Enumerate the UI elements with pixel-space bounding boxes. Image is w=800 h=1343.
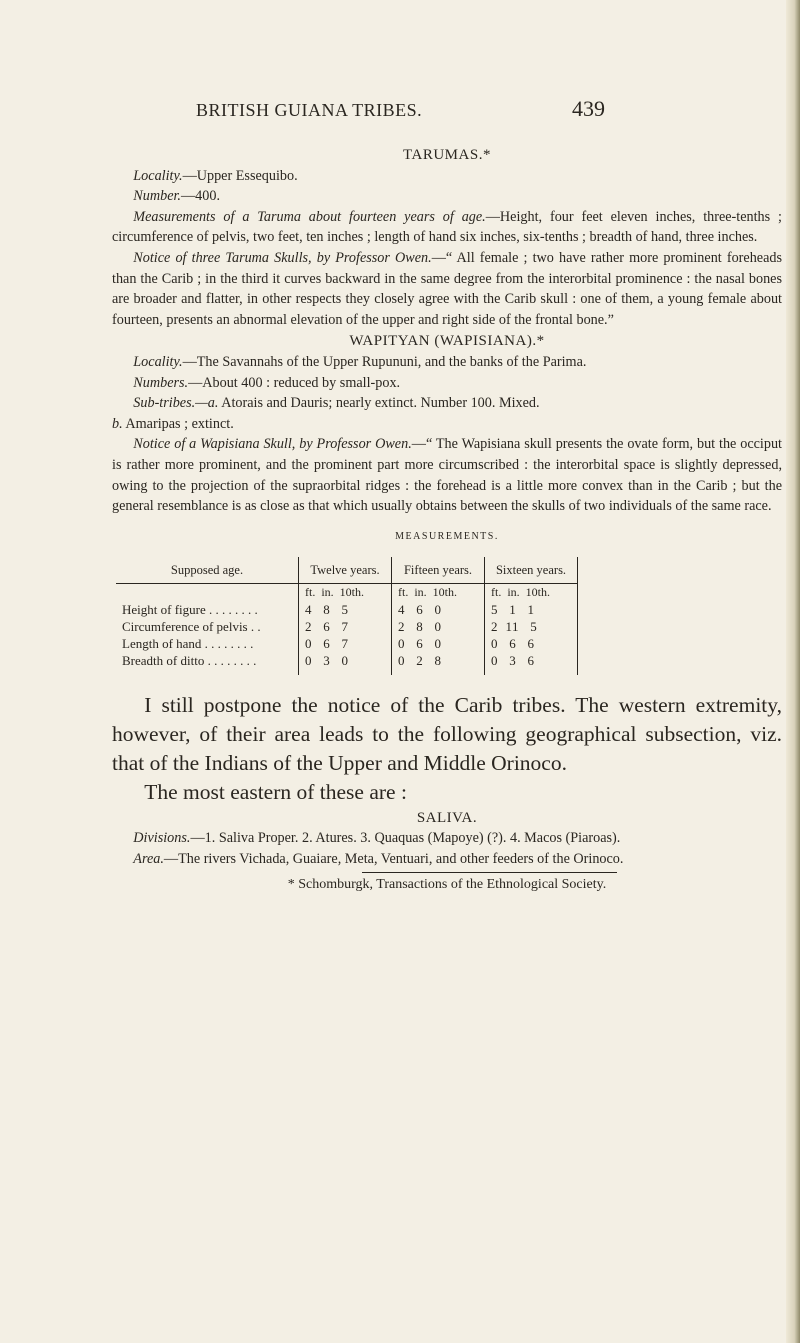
cell-sixteen: 0 6 6 bbox=[485, 635, 578, 652]
row-label: Length of hand . . . . . . . . bbox=[122, 635, 254, 651]
main-paragraph: I still postpone the notice of the Carib tribes. The western extremity, however, of their area leads to the following geographical subsection, viz. that of the Indians of the Upper and Middle Orinoco. bbox=[112, 692, 782, 775]
table-row bbox=[116, 635, 578, 652]
row-label: Circumference of pelvis . . bbox=[122, 618, 261, 634]
saliva-area: Area.—The rivers Vichada, Guaiare, Meta, Ventuari, and other feeders of the Orinoco. bbox=[133, 851, 624, 868]
cell-twelve: 0 3 0 bbox=[299, 652, 392, 675]
header-sixteen: Sixteen years. bbox=[485, 557, 578, 583]
units-fifteen: ft. in. 10th. bbox=[392, 583, 485, 601]
wapityan-numbers: Numbers.—About 400 : reduced by small-pox. bbox=[133, 374, 401, 391]
section-title-tarumas: TARUMAS.* bbox=[403, 147, 491, 163]
cell-sixteen: 2 11 5 bbox=[485, 618, 578, 635]
cell-twelve: 0 6 7 bbox=[299, 635, 392, 652]
tarumas-locality: Locality.—Upper Essequibo. bbox=[133, 167, 298, 184]
cell-twelve: 2 6 7 bbox=[299, 618, 392, 635]
footnote: * Schomburgk, Transactions of the Ethnological Society. bbox=[287, 876, 607, 892]
measurements-table bbox=[116, 557, 578, 675]
cell-sixteen: 0 3 6 bbox=[485, 652, 578, 675]
cell-fifteen: 0 6 0 bbox=[392, 635, 485, 652]
wapityan-locality: Locality.—The Savannahs of the Upper Rupununi, and the banks of the Parima. bbox=[133, 353, 587, 370]
header-supposed-age: Supposed age. bbox=[116, 557, 299, 583]
saliva-divisions: Divisions.—1. Saliva Proper. 2. Atures. 3. Quaquas (Mapoye) (?). 4. Macos (Piaroas). bbox=[133, 830, 621, 847]
tarumas-notice: Notice of three Taruma Skulls, by Professor Owen.—“ All female ; two have rather more prominent foreheads than the Carib ; in the third it curves backward in the same degree from the interorbital prominence : the nasal bones are broader and flatter, in other respects they closely agree with the Carib skull : one of them, a young female about fourteen, presents an abnormal elevation of the upper and right side of the frontal bone.” bbox=[112, 249, 782, 328]
footnote-rule bbox=[362, 872, 617, 873]
wapityan-notice: Notice of a Wapisiana Skull, by Professor Owen.—“ The Wapisiana skull presents the ovate form, but the occiput is rather more prominent, and the prominent part more circumscribed : the interorbital space is slightly depressed, owing to the projection of the supraorbital ridges : the forehead is a little more convex than in the Carib ; but the general resemblance is as close as that which usually obtains between the skulls of two individuals of the same race. bbox=[112, 436, 782, 515]
main-paragraph-2: The most eastern of these are : bbox=[144, 779, 407, 804]
header-twelve: Twelve years. bbox=[299, 557, 392, 583]
running-head: BRITISH GUIANA TRIBES. bbox=[196, 100, 423, 120]
row-label: Height of figure . . . . . . . . bbox=[122, 601, 258, 617]
cell-fifteen: 4 6 0 bbox=[392, 601, 485, 618]
cell-fifteen: 2 8 0 bbox=[392, 618, 485, 635]
units-sixteen: ft. in. 10th. bbox=[485, 583, 578, 601]
measurements-title: MEASUREMENTS. bbox=[395, 530, 499, 542]
page-body bbox=[112, 144, 782, 895]
units-row bbox=[116, 583, 578, 601]
wapityan-subtribes: Sub-tribes.—a. Atorais and Dauris; nearly extinct. Number 100. Mixed. b. Amaripas ; extinct. bbox=[112, 395, 540, 432]
table-body bbox=[116, 583, 578, 675]
section-title-wapityan: WAPITYAN (WAPISIANA).* bbox=[349, 333, 545, 350]
cell-sixteen: 5 1 1 bbox=[485, 601, 578, 618]
page-edge bbox=[786, 0, 800, 1343]
header-fifteen: Fifteen years. bbox=[392, 557, 485, 583]
table-row bbox=[116, 601, 578, 618]
tarumas-measurements: Measurements of a Taruma about fourteen years of age.—Height, four feet eleven inches, three-tenths ; circumference of pelvis, two feet, ten inches ; length of hand six inches, six-tenths ; breadth of hand, three inches. bbox=[112, 208, 782, 246]
cell-fifteen: 0 2 8 bbox=[392, 652, 485, 675]
tarumas-number: Number.—400. bbox=[133, 188, 220, 205]
table-header-row bbox=[116, 557, 578, 583]
table-row bbox=[116, 618, 578, 635]
row-label: Breadth of ditto . . . . . . . . bbox=[122, 652, 257, 668]
cell-twelve: 4 8 5 bbox=[299, 601, 392, 618]
section-title-saliva: SALIVA. bbox=[416, 809, 478, 826]
table-row bbox=[116, 652, 578, 675]
page-number: 439 bbox=[572, 96, 605, 121]
units-twelve: ft. in. 10th. bbox=[299, 583, 392, 601]
